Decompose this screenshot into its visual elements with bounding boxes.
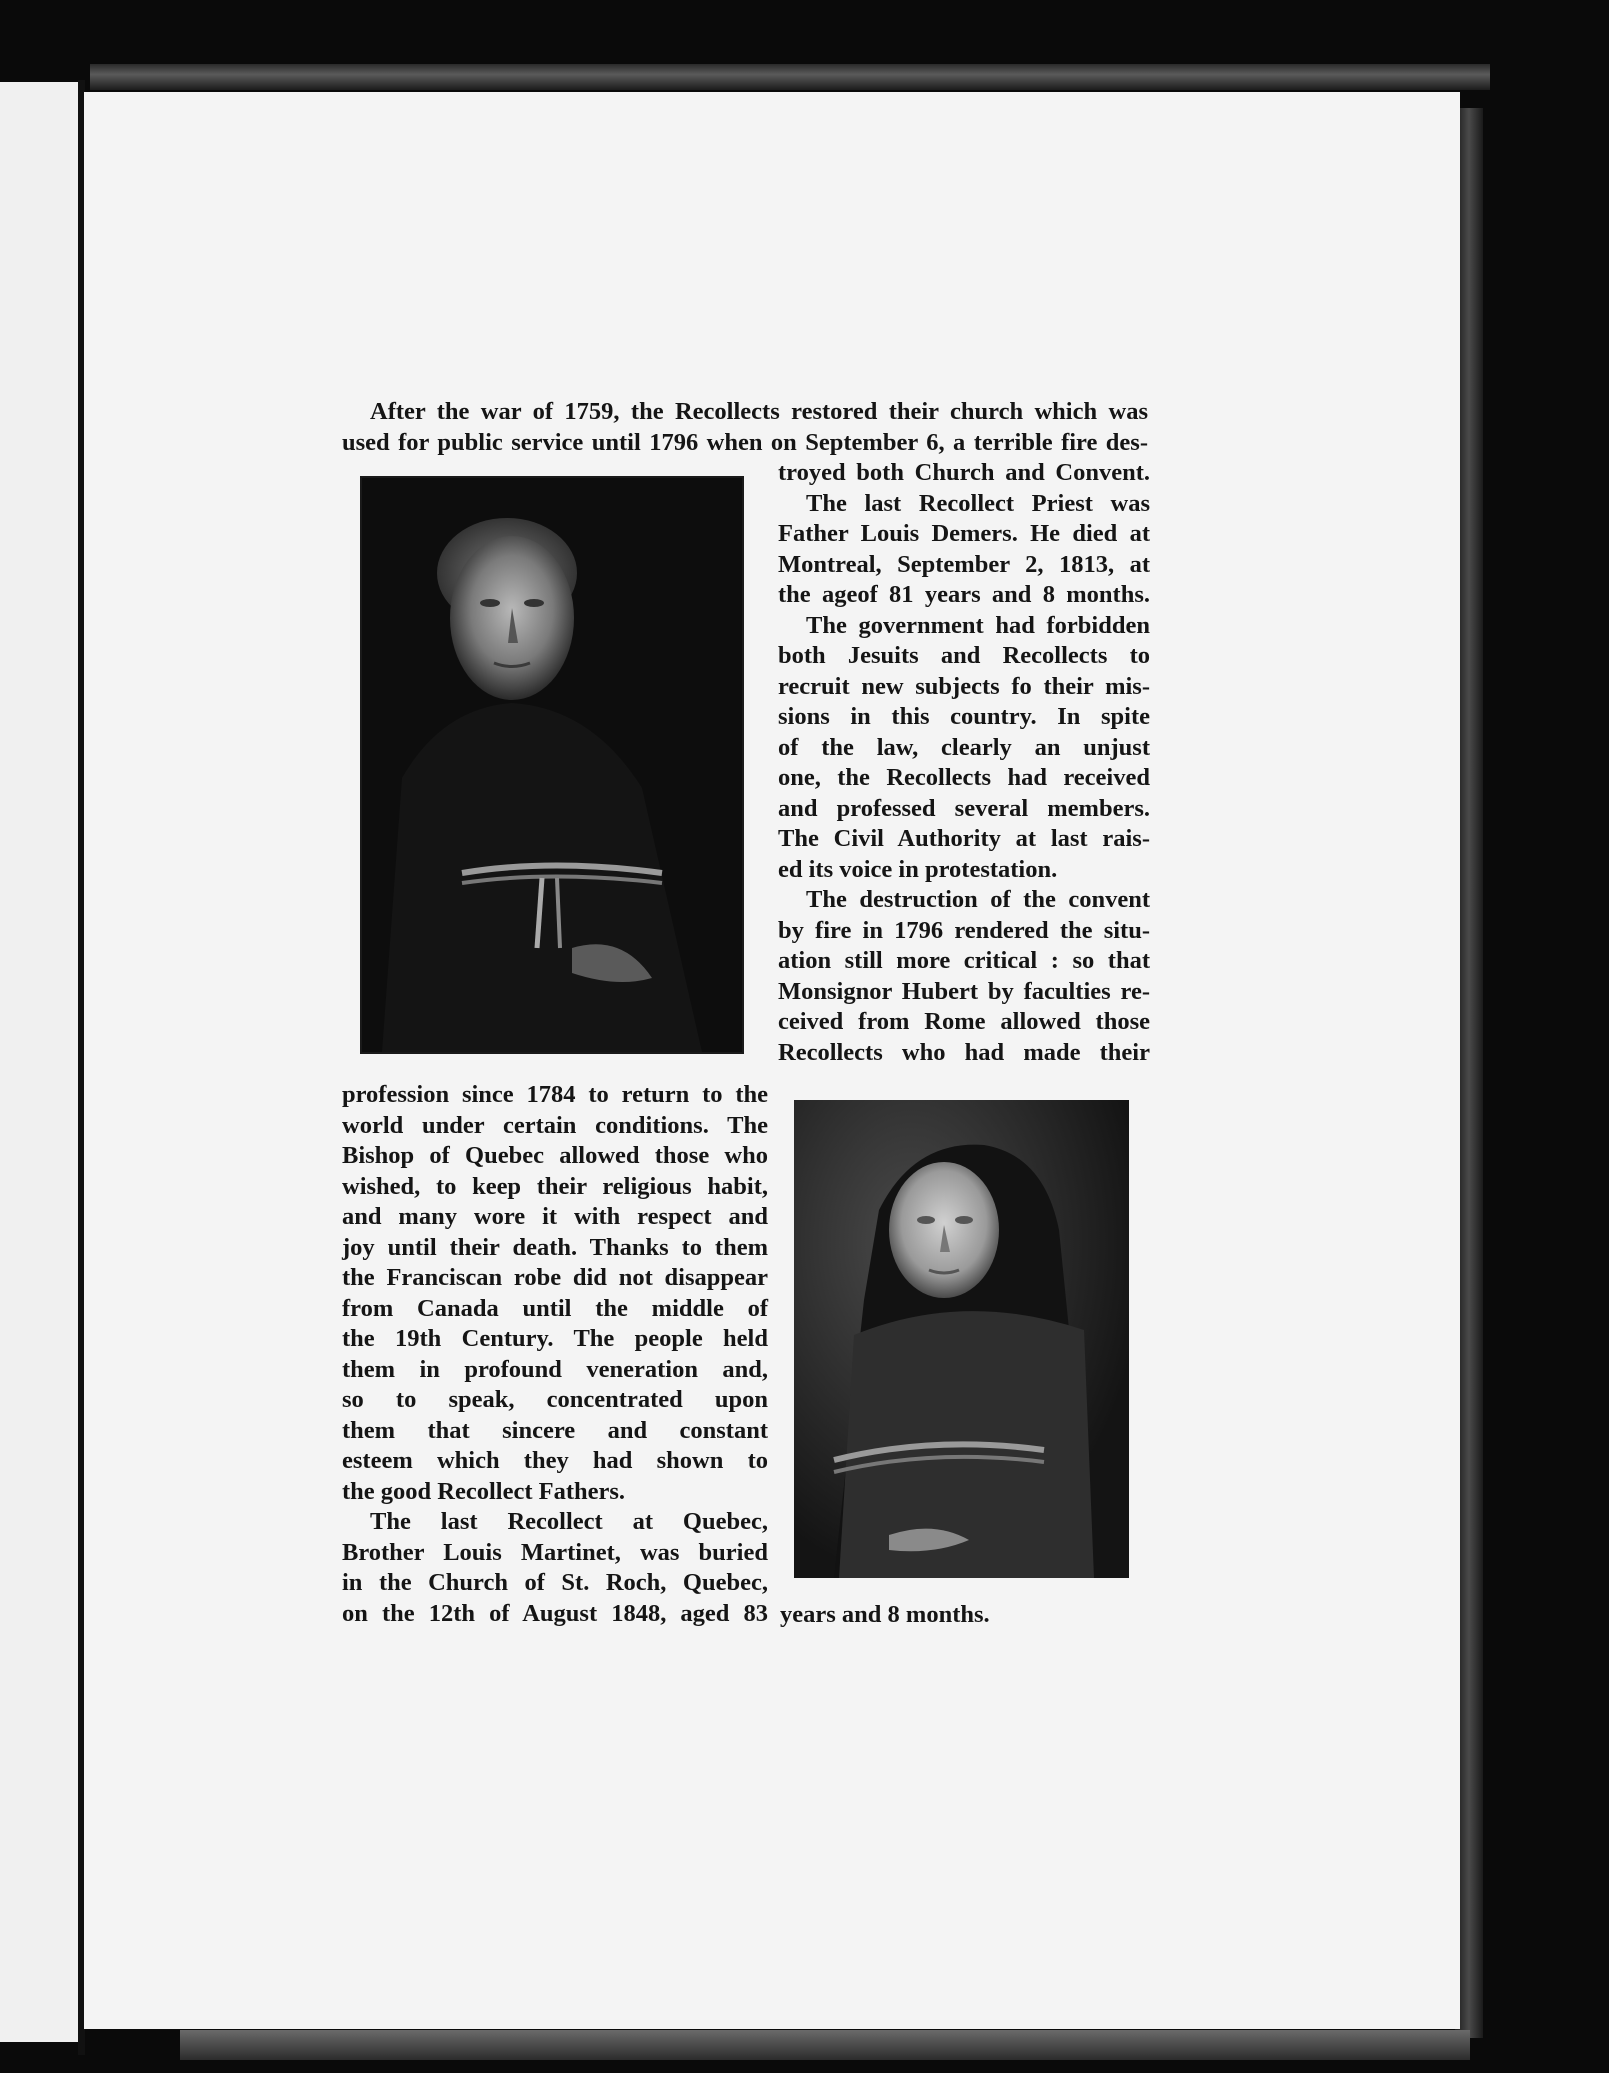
right-line: The Civil Authority at last rais- [778, 825, 1150, 852]
right-line: Recollects who had made their [778, 1038, 1150, 1066]
right-line: the ageof 81 years and 8 months. [778, 581, 1150, 608]
right-line: ation still more critical : so that [778, 947, 1150, 974]
facing-page-edge [0, 82, 78, 2042]
left-line: from Canada until the middle of [342, 1294, 768, 1322]
left-line: them in profound veneration and, [342, 1355, 768, 1383]
left-line: esteem which they had shown to [342, 1447, 768, 1474]
right-text-column [778, 458, 1150, 1068]
closing-line: years and 8 months. [780, 1601, 990, 1628]
bottom-page-edge [180, 2030, 1470, 2060]
left-line: so to speak, concentrated upon [342, 1386, 768, 1413]
right-line: and professed several members. [778, 794, 1150, 822]
right-line: The last Recollect Priest was [806, 489, 1150, 517]
right-line: Father Louis Demers. He died at [778, 520, 1150, 547]
right-line: of the law, clearly an unjust [778, 733, 1150, 761]
right-line: both Jesuits and Recollects to [778, 642, 1150, 669]
portrait-brother-louis-martinet [794, 1100, 1129, 1578]
left-line: joy until their death. Thanks to them [342, 1233, 768, 1261]
left-text-column [342, 1080, 768, 1629]
intro-line-2: used for public service until 1796 when on September 6, a terrible fire des- [342, 429, 1148, 456]
right-line: The destruction of the convent [806, 886, 1150, 913]
left-line: profession since 1784 to return to the [342, 1081, 768, 1108]
portrait-father-louis-demers [360, 476, 744, 1054]
left-line: The last Recollect at Quebec, [370, 1508, 768, 1535]
right-line: ceived from Rome allowed those [778, 1008, 1150, 1035]
left-line: in the Church of St. Roch, Quebec, [342, 1569, 768, 1596]
right-line: ed its voice in protestation. [778, 855, 1058, 883]
right-line: The government had forbidden [806, 611, 1150, 639]
intro-line-1: After the war of 1759, the Recollects restored their church which was [370, 398, 1148, 425]
right-line: Monsignor Hubert by faculties re- [778, 977, 1150, 1005]
left-line: world under certain conditions. The [342, 1111, 768, 1139]
left-line: wished, to keep their religious habit, [342, 1172, 768, 1200]
right-line: recruit new subjects fo their mis- [778, 672, 1150, 700]
left-line: the good Recollect Fathers. [342, 1477, 626, 1505]
book-page [84, 92, 1460, 2029]
left-line: on the 12th of August 1848, aged 83 [342, 1599, 768, 1627]
left-line: the Franciscan robe did not disappear [342, 1264, 768, 1291]
top-page-edge [90, 64, 1490, 90]
right-line: one, the Recollects had received [778, 764, 1150, 791]
right-line: by fire in 1796 rendered the situ- [778, 916, 1150, 944]
right-line: Montreal, September 2, 1813, at [778, 550, 1150, 578]
left-line: them that sincere and constant [342, 1416, 768, 1444]
right-line: troyed both Church and Convent. [778, 459, 1150, 486]
left-line: the 19th Century. The people held [342, 1325, 768, 1352]
left-line: Brother Louis Martinet, was buried [342, 1538, 768, 1566]
right-line: sions in this country. In spite [778, 703, 1150, 730]
left-line: and many wore it with respect and [342, 1203, 768, 1230]
left-line: Bishop of Quebec allowed those who [342, 1142, 768, 1169]
